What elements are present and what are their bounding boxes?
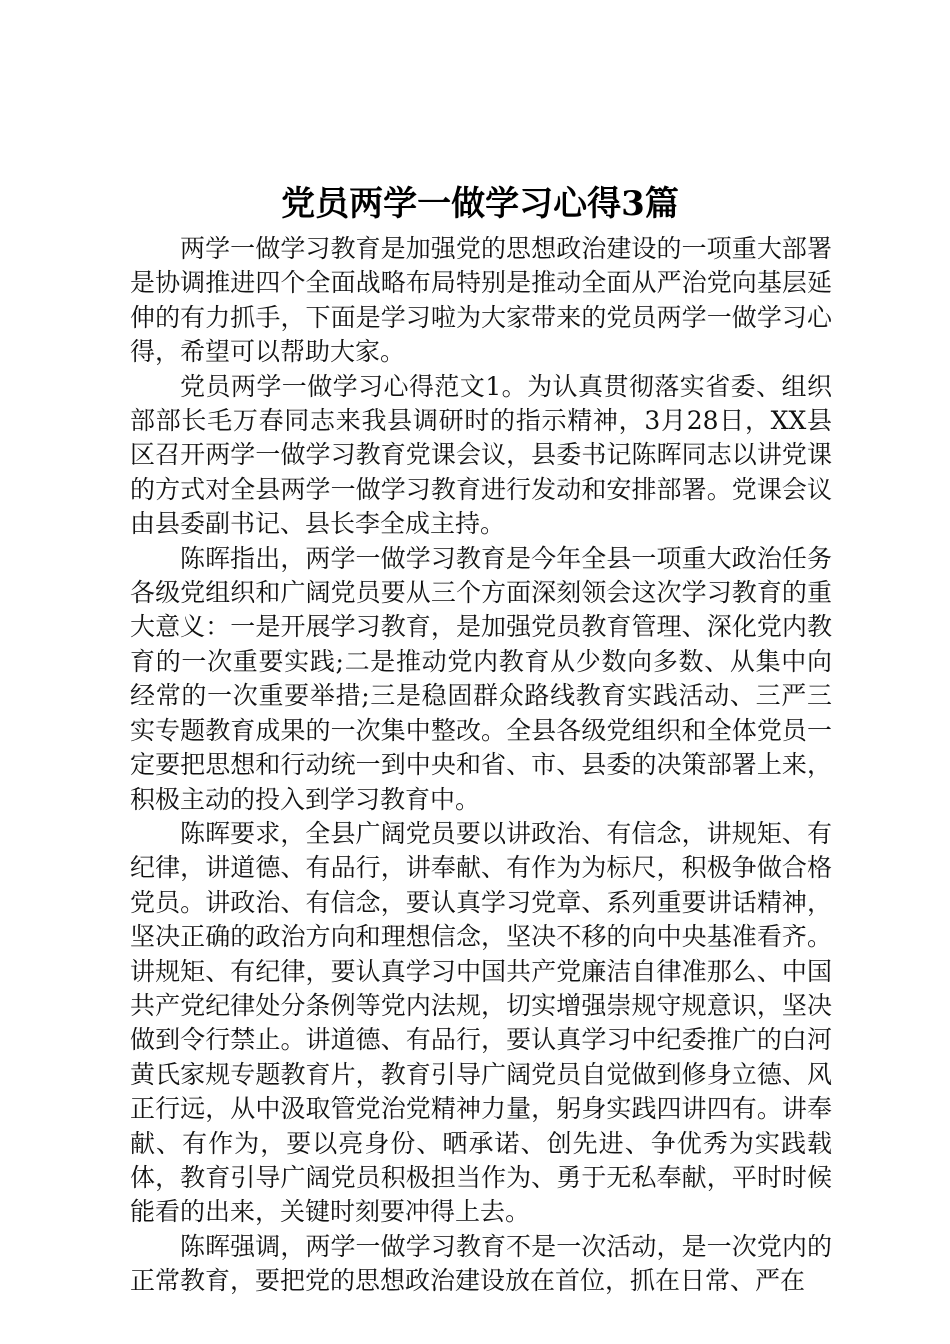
paragraph-requirements: 陈晖要求，全县广阔党员要以讲政治、有信念，讲规矩、有纪律，讲道德、有品行，讲奉献、有作为为标尺，积极争做合格党员。讲政治、有信念，要认真学习党章、系列重要讲话精神，坚决正确的政治方向和理想信念，坚决不移的向中央基准看齐。讲规矩、有纪律，要认真学习中国共产党廉洁自律准那么、中国共产党纪律处分条例等党内法规，切实增强崇规守规意识，坚决做到令行禁止。讲道德、有品行，要认真学习中纪委推广的白河黄氏家规专题教育片，教育引导广阔党员自觉做到修身立德、风正行远，从中汲取管党治党精神力量，躬身实践四讲四有。讲奉献、有作为，要以亮身份、晒承诺、创先进、争优秀为实践载体，教育引导广阔党员积极担当作为、勇于无私奉献，平时时候能看的出来，关键时刻要冲得上去。 [130,818,832,1227]
document-title: 党员两学一做学习心得3篇 [281,184,679,224]
paragraph-significance: 陈晖指出，两学一做学习教育是今年全县一项重大政治任务各级党组织和广阔党员要从三个方面深刻领会这次学习教育的重大意义：一是开展学习教育，是加强党员教育管理、深化党内教育的一次重要实践;二是推动党内教育从少数向多数、从集中向经常的一次重要举措;三是稳固群众路线教育实践活动、三严三实专题教育成果的一次集中整改。全县各级党组织和全体党员一定要把思想和行动统一到中央和省、市、县委的决策部署上来，积极主动的投入到学习教育中。 [130,543,832,814]
document-body [130,232,832,1299]
paragraph-intro: 两学一做学习教育是加强党的思想政治建设的一项重大部署是协调推进四个全面战略布局特别是推动全面从严治党向基层延伸的有力抓手，下面是学习啦为大家带来的党员两学一做学习心得，希望可以帮助大家。 [130,234,832,367]
paragraph-emphasis: 陈晖强调，两学一做学习教育不是一次活动，是一次党内的正常教育，要把党的思想政治建设放在首位，抓在日常、严在 [130,1231,832,1296]
paragraph-sample-1: 党员两学一做学习心得范文1。为认真贯彻落实省委、组织部部长毛万春同志来我县调研时的指示精神，3月28日，XX县区召开两学一做学习教育党课会议，县委书记陈晖同志以讲党课的方式对全县两学一做学习教育进行发动和安排部署。党课会议由县委副书记、县长李全成主持。 [130,371,832,539]
